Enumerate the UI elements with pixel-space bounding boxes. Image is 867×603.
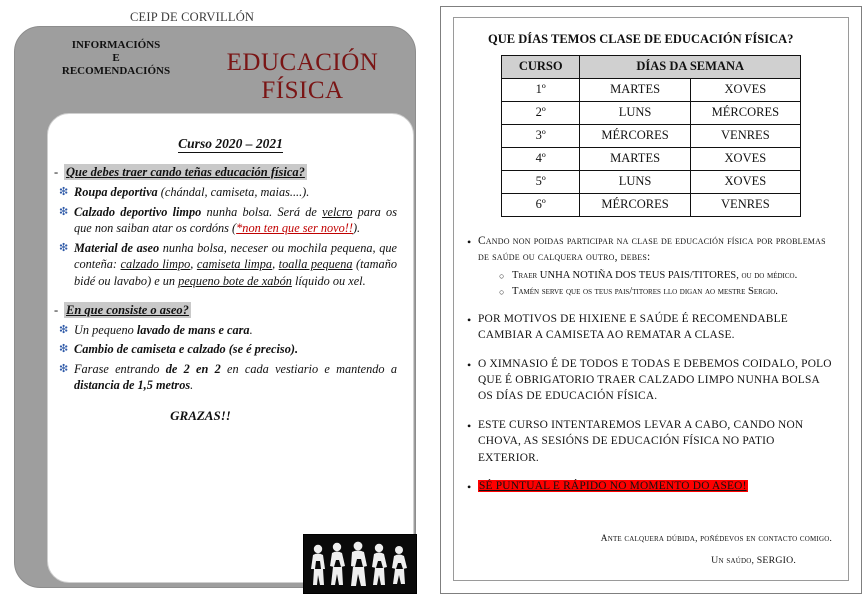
header-subtitle-line1: INFORMACIÓNS [71,39,161,51]
table-row [502,79,801,102]
schedule-table [501,55,801,217]
cell-day-2: XOVES [690,148,800,171]
note-subitem-text: Tamén serve que os teus pais/titores llo digan ao mestre Sergio. [512,285,778,297]
header-subtitle-line3: RECOMENDACIÓNS [61,65,171,77]
thanks-text: GRAZAS!! [170,407,231,423]
cell-course: 1º [502,79,580,102]
bullet-icon: • [467,357,472,372]
list-item [59,361,397,394]
cell-course: 6º [502,194,580,217]
cell-day-1: MARTES [580,148,690,171]
cell-course: 2º [502,102,580,125]
list-item [59,240,397,290]
note-subitem-text: Traer UNHA NOTIÑA DOS TEUS PAIS/TITORES, ou do médico. [512,269,798,281]
page-title: EDUCACIÓN FÍSICA [226,49,379,104]
note-text: ESTE CURSO INTENTAREMOS LEVAR A CABO, CANDO NON CHOVA, AS SESIÓNS DE EDUCACIÓN FÍSICA NO PATIO EXTERIOR. [478,418,804,464]
list-item-lead: Material de aseo [74,240,160,255]
note-text: POR MOTIVOS DE HIXIENE E SAÚDE É RECOMENDABLE CAMBIAR A CAMISETA AO REMATAR A CLASE. [478,312,788,342]
cell-day-2: XOVES [690,79,800,102]
flower-bullet-icon: ❇ [59,205,69,218]
section-heading-aseo-text: En que consiste o aseo? [66,302,189,317]
course-label [48,136,413,152]
cell-day-1: LUNS [580,102,690,125]
bullet-icon: • [467,312,472,327]
note-item [467,417,832,466]
note-item [467,233,832,299]
note-subitem [499,284,832,299]
header-subtitle-block [41,39,191,78]
cell-course: 3º [502,125,580,148]
closing-line-1: Ante calquera dúbida, poñédevos en contacto comigo. [600,534,832,544]
cell-day-2: VENRES [690,194,800,217]
table-row [502,148,801,171]
table-row [502,194,801,217]
cell-day-1: LUNS [580,171,690,194]
cell-course: 4º [502,148,580,171]
list-item-lead: Calzado deportivo limpo [74,204,202,219]
list-item [59,322,397,339]
table-row [502,125,801,148]
section-heading-materials-text: Que debes traer cando teñas educación física? [66,165,305,179]
circle-bullet-icon: ○ [499,270,505,281]
closing-line-2: Un saúdo, SERGIO. [711,555,796,566]
gray-card [14,26,416,588]
column-header-days: DÍAS DA SEMANA [580,56,801,79]
cell-day-2: MÉRCORES [690,102,800,125]
right-page-inner-border [453,17,849,581]
cell-day-1: MARTES [580,79,690,102]
list-item [59,184,397,201]
notes-list [464,233,838,494]
cell-day-1: MÉRCORES [580,125,690,148]
note-sublist [478,268,832,299]
silhouettes-photo [303,534,417,594]
list-item-lead: Roupa deportiva [74,185,158,199]
content-card [47,113,414,583]
school-name: CEIP DE CORVILLÓN [130,10,255,24]
cell-day-1: MÉRCORES [580,194,690,217]
note-item-highlighted [467,478,832,495]
list-item-rest: nunha bolsa, neceser ou mochila pequena, que conteña: calzado limpo, camiseta limpa, toalla pequena (tamaño bidé ou lavabo) e un pequeno bote de xabón líquido ou xel. [74,240,397,288]
note-text: Cando non poidas participar na clase de educación física por problemas de saúde ou calquera outro, debes: [478,235,826,264]
note-item [467,311,832,344]
aseo-list [48,322,413,394]
flower-bullet-icon: ❇ [59,343,69,356]
cell-day-2: XOVES [690,171,800,194]
left-page [0,0,430,603]
note-item [467,356,832,405]
section-heading-aseo [54,303,413,318]
list-item-text: Cambio de camiseta e calzado (se é preciso). [74,342,299,357]
circle-bullet-icon: ○ [499,286,505,297]
list-item [59,204,397,237]
bullet-icon: • [467,480,472,495]
highlighted-note-text: SÉ PUNTUAL E RÁPIDO NO MOMENTO DO ASEO! [479,480,747,493]
table-row [502,171,801,194]
flower-bullet-icon: ❇ [59,241,69,254]
cell-day-2: VENRES [690,125,800,148]
cell-course: 5º [502,171,580,194]
bullet-icon: • [467,418,472,433]
days-question-heading: QUE DÍAS TEMOS CLASE DE EDUCACIÓN FÍSICA? [488,32,794,46]
table-row [502,102,801,125]
flower-bullet-icon: ❇ [59,323,69,336]
note-text: O XIMNASIO É DE TODOS E TODAS E DEBEMOS COIDALO, POLO QUE É OBRIGATORIO TRAER CALZADO LIMPO NUNHA BOLSA OS DÍAS DE EDUCACIÓN FÍSICA. [478,357,832,403]
table-header-row [502,56,801,79]
section-heading-materials [54,165,413,180]
dash-marker: - [54,302,59,317]
list-item-text: Farase entrando de 2 en 2 en cada vestiario e mantendo a distancia de 1,5 metros. [74,361,397,393]
list-item-rest: (chándal, camiseta, maias....). [157,185,310,199]
list-item [59,341,397,358]
flower-bullet-icon: ❇ [59,186,69,198]
flower-bullet-icon: ❇ [59,362,69,375]
list-item-text: Un pequeno lavado de mans e cara. [74,322,253,337]
column-header-course: CURSO [502,56,580,79]
note-subitem [499,268,832,283]
right-page [440,6,862,594]
list-item-rest: nunha bolsa. Será de velcro para os que non saiban atar os cordóns (*non ten que ser novo!!). [74,204,397,236]
course-label-text: Curso 2020 – 2021 [178,136,283,151]
materials-list [48,184,413,290]
bullet-icon: • [467,235,472,249]
header-subtitle-line2: E [112,52,120,64]
dash-marker: - [54,165,59,179]
